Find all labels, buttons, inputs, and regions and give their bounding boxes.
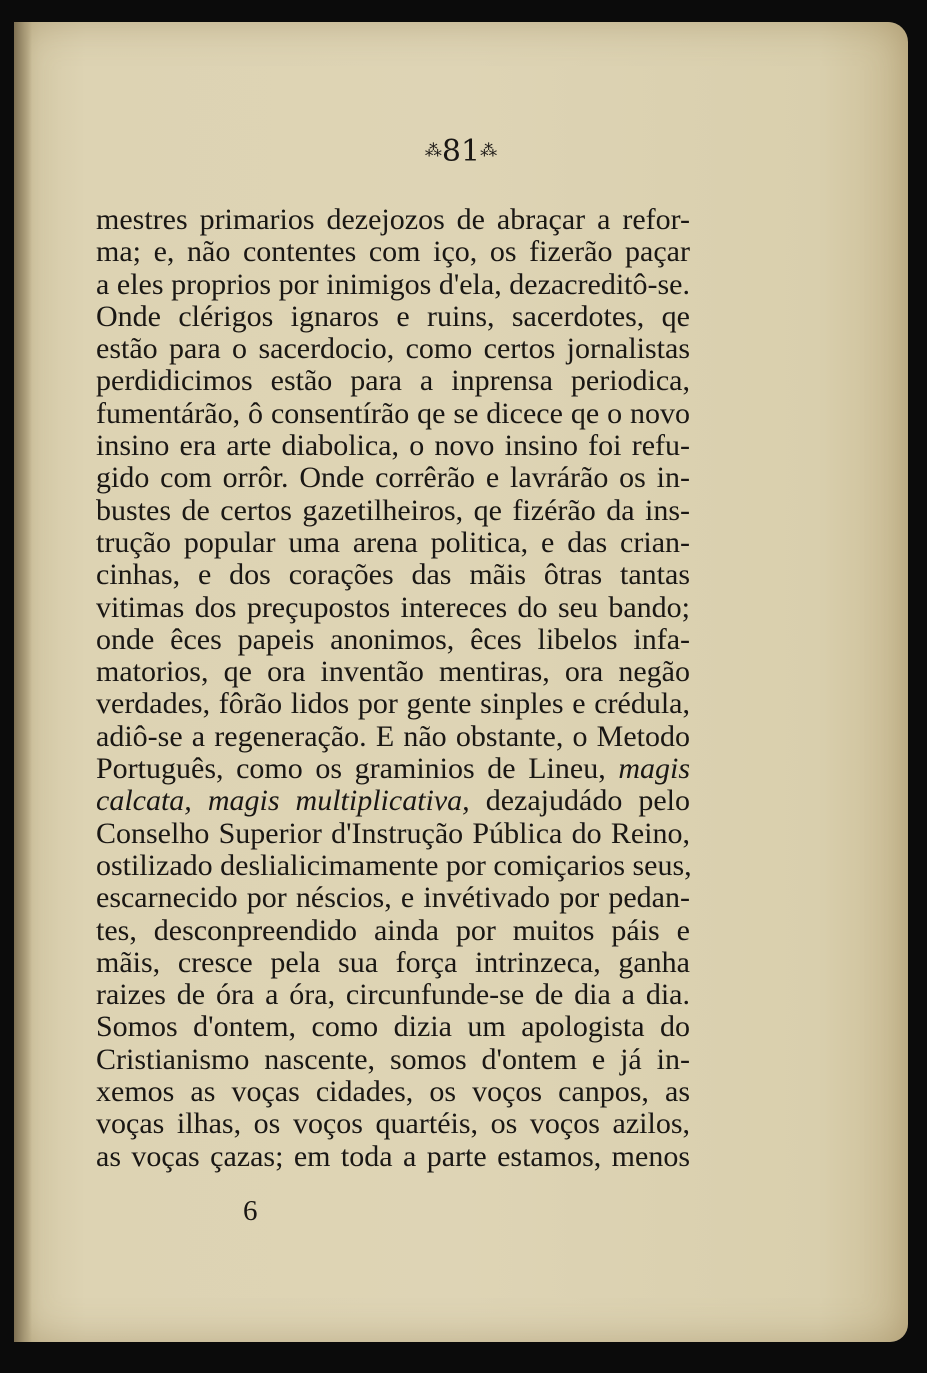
text-line: bustes de certos gazetilheiros, qe fizérão da ins- [96,493,690,527]
text-line: estão para o sacerdocio, como certos jornalistas [96,332,690,366]
ornament-right-icon: ⁂ [480,141,498,161]
text-line: perdidicimos estão para a inprensa periodica, [96,364,690,398]
text-line: trução popular uma arena politica, e das crian- [96,525,690,559]
text-line: as voças çazas; em toda a parte estamos, menos [96,1139,690,1173]
text-line-with-italic [96,753,690,785]
page-number: 81 [441,134,481,169]
signature-mark: 6 [243,1195,258,1227]
text-line: verdades, fôrão lidos por gente sinples e crédula, [96,687,690,721]
text-line: mãis, cresce pela sua força intrinzeca, ganha [96,945,690,979]
book-page [14,22,908,1342]
text-line: Cristianismo nascente, somos d'ontem e já in- [96,1042,690,1076]
page-gutter [14,22,32,1342]
italic-phrase: magis [618,752,690,786]
text-line: voças ilhas, os voços quartéis, os voços azilos, [96,1107,690,1141]
text-line: tes, desconpreendido ainda por muitos páis e [96,913,690,947]
text-segment: dezajudádo pelo [485,784,690,818]
text-line: ostilizado deslialicimamente por comiçarios seus, [96,848,692,882]
text-line: Conselho Superior d'Instrução Pública do Reino, [96,816,690,850]
text-line: gido com orrôr. Onde corrêrão e lavrárão os in- [96,461,690,495]
text-line: insino era arte diabolica, o novo insino foi refu- [96,429,690,463]
text-line: onde êces papeis anonimos, êces libelos infa- [96,622,690,656]
text-line: Onde clérigos ignaros e ruins, sacerdotes, qe [96,299,690,333]
text-line: matorios, qe ora inventão mentiras, ora negão [96,655,690,689]
text-line: ma; e, não contentes com iço, os fizerão paçar [96,235,690,269]
text-line: raizes de óra a óra, circunfunde-se de dia a dia. [96,978,690,1012]
text-line: vitimas dos preçupostos intereces do seu bando; [96,590,690,624]
text-line-with-italic [96,785,690,817]
ornament-left-icon: ⁂ [424,141,442,161]
text-line: Somos d'ontem, como dizia um apologista do [96,1010,690,1044]
text-line: escarnecido por néscios, e invétivado por pedan- [96,881,690,915]
text-segment: Português, como os graminios de Lineu, [96,752,606,786]
text-line: a eles proprios por inimigos d'ela, dezacreditô-se. [96,267,690,301]
text-line: mestres primarios dezejozos de abraçar a refor- [96,203,690,236]
text-line: xemos as voças cidades, os voços canpos, as [96,1075,690,1109]
italic-phrase: calcata, magis multiplicativa, [96,784,470,818]
text-line: cinhas, e dos corações das mãis ôtras tantas [96,558,690,592]
text-line: fumentárão, ô consentírão qe se dicece qe o novo [96,396,690,430]
page-header [14,134,908,169]
text-line: adiô-se a regeneração. E não obstante, o Metodo [96,719,690,753]
body-text [96,204,690,1173]
